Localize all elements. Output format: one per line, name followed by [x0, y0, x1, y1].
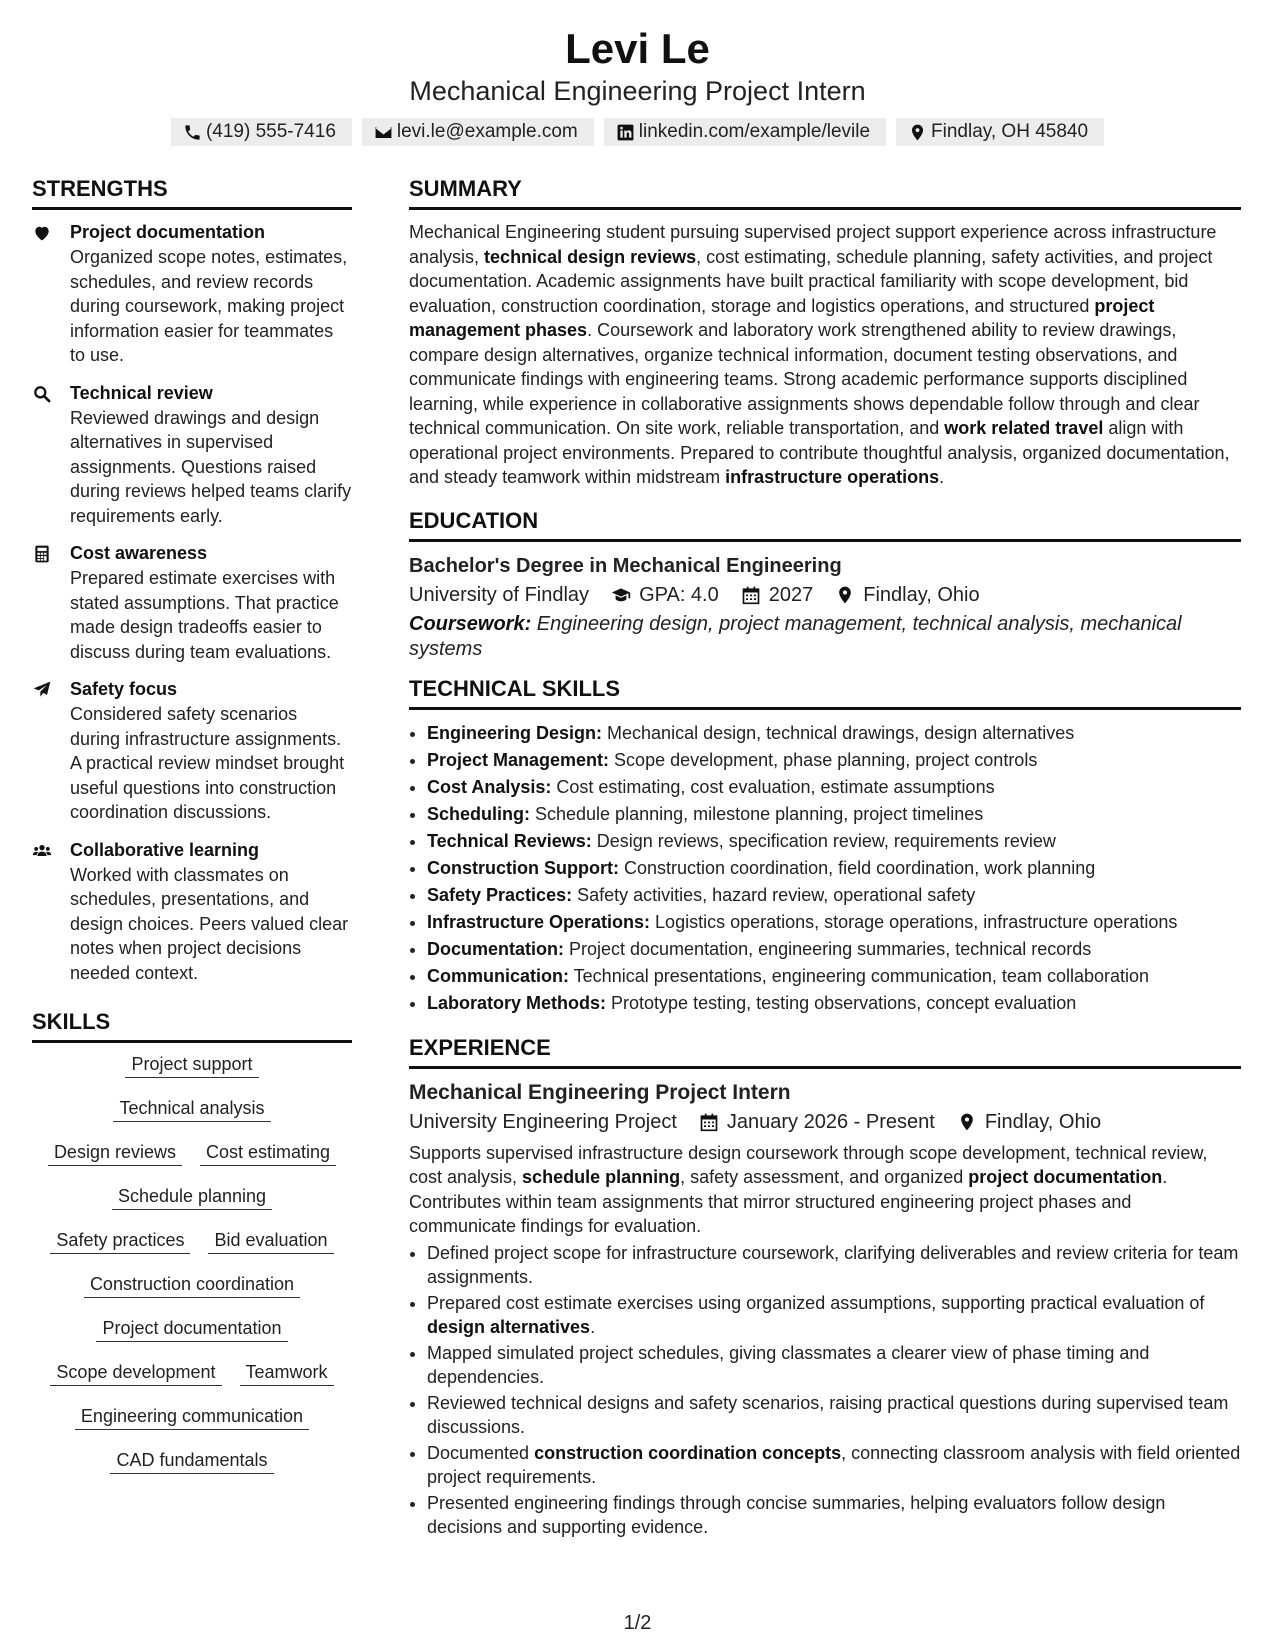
- strength-title: Cost awareness: [70, 543, 208, 563]
- education-heading: EDUCATION: [409, 508, 1241, 542]
- skills-heading: SKILLS: [32, 1009, 352, 1043]
- contact-linkedin[interactable]: [604, 118, 886, 146]
- calculator-icon: [32, 544, 52, 564]
- contact-bar: [0, 118, 1275, 146]
- strength-item: [32, 381, 352, 529]
- strength-text: Reviewed drawings and design alternatives in supervised assignments. Questions raised during reviews helped teams clarify requirements early.: [70, 407, 352, 526]
- school-name: University of Findlay: [409, 583, 590, 606]
- strength-text: Considered safety scenarios during infrastructure assignments. A practical review mindset brought useful questions into construction coordination discussions.: [70, 704, 345, 822]
- skill-tag: Cost estimating: [200, 1141, 336, 1166]
- experience-heading: EXPERIENCE: [409, 1035, 1241, 1069]
- skills-tag-list: [32, 1053, 352, 1474]
- page-number: 1/2: [623, 1612, 652, 1634]
- experience-bullets: [409, 1241, 1241, 1540]
- right-column: [409, 176, 1241, 1541]
- skill-tag: Construction coordination: [84, 1273, 300, 1298]
- education-meta: [409, 580, 1241, 610]
- email-text: levi.le@example.com: [396, 121, 578, 142]
- gpa: GPA: 4.0: [639, 583, 719, 606]
- skill-tag: Bid evaluation: [208, 1229, 333, 1254]
- strength-item: [32, 541, 352, 664]
- list-item: • Safety Practices: Safety activities, hazard review, operational safety: [427, 882, 1241, 909]
- strength-text: Organized scope notes, estimates, schedules, and review records during coursework, making project information easier for teammates to use.: [70, 247, 348, 365]
- search-icon: [32, 384, 52, 404]
- skill-tag: Project documentation: [96, 1317, 287, 1342]
- job-meta: [409, 1107, 1241, 1137]
- skill-tag: Schedule planning: [112, 1185, 272, 1210]
- list-item: • Documented construction coordination concepts, connecting classroom analysis with field oriented project requirements.: [427, 1441, 1241, 1490]
- employer-name: University Engineering Project: [409, 1110, 677, 1133]
- linkedin-text: linkedin.com/example/levile: [638, 121, 871, 142]
- strength-text: Worked with classmates on schedules, presentations, and design choices. Peers valued clear notes when project decisions needed context.: [70, 864, 349, 983]
- skill-tag: Safety practices: [50, 1229, 190, 1254]
- list-item: • Cost Analysis: Cost estimating, cost evaluation, estimate assumptions: [427, 774, 1241, 801]
- candidate-title: Mechanical Engineering Project Intern: [409, 76, 866, 106]
- phone-text: (419) 555-7416: [205, 121, 336, 142]
- list-item: • Mapped simulated project schedules, giving classmates a clearer view of phase timing and dependencies.: [427, 1341, 1241, 1390]
- strength-item: [32, 677, 352, 825]
- strength-title: Collaborative learning: [70, 839, 260, 860]
- strength-text: Prepared estimate exercises with stated assumptions. That practice made design tradeoffs easier to discuss during team evaluations.: [70, 568, 339, 662]
- list-item: • Presented engineering findings through concise summaries, helping evaluators follow design decisions and supporting evidence.: [427, 1491, 1241, 1540]
- strength-item: [32, 220, 352, 368]
- skill-tag: CAD fundamentals: [110, 1449, 273, 1474]
- resume-header: [0, 24, 1275, 146]
- location-text: Findlay, OH 45840: [931, 121, 1089, 142]
- list-item: • Construction Support: Construction coordination, field coordination, work planning: [427, 855, 1241, 882]
- list-item: • Communication: Technical presentations, engineering communication, team collaboration: [427, 963, 1241, 990]
- technical-skills-heading: TECHNICAL SKILLS: [409, 676, 1241, 710]
- contact-email[interactable]: [362, 118, 594, 146]
- strength-item: [32, 838, 352, 986]
- strength-title: Project documentation: [70, 222, 266, 242]
- graduation-year: 2027: [768, 583, 814, 606]
- list-item: • Scheduling: Schedule planning, milestone planning, project timelines: [427, 801, 1241, 828]
- technical-skills-list: [409, 720, 1241, 1017]
- list-item: • Documentation: Project documentation, engineering summaries, technical records: [427, 936, 1241, 963]
- job-description: Supports supervised infrastructure design coursework through scope development, technical review, cost analysis, schedule planning, safety assessment, and organized project documentation. Contributes within team assignments that mirror structured engineering project phases and communicate findings for evaluation.: [409, 1142, 1208, 1236]
- heart-icon: [32, 223, 52, 243]
- candidate-name: Levi Le: [565, 25, 710, 72]
- coursework: Coursework: Engineering design, project management, technical analysis, mechanical systems: [409, 612, 1182, 660]
- skill-tag: Engineering communication: [75, 1405, 309, 1430]
- degree-title: Bachelor's Degree in Mechanical Engineering: [409, 554, 842, 577]
- skill-tag: Technical analysis: [113, 1097, 270, 1122]
- list-item: • Project Management: Scope development, phase planning, project controls: [427, 747, 1241, 774]
- envelope-icon: [374, 123, 393, 142]
- strength-title: Technical review: [70, 382, 213, 403]
- job-title: Mechanical Engineering Project Intern: [409, 1080, 791, 1104]
- skill-tag: Scope development: [50, 1361, 221, 1386]
- calendar-icon: [699, 1112, 719, 1132]
- map-pin-icon: [908, 123, 927, 142]
- list-item: • Prepared cost estimate exercises using organized assumptions, supporting practical evaluation of design alternatives.: [427, 1291, 1241, 1340]
- paper-plane-icon: [32, 680, 52, 700]
- list-item: • Defined project scope for infrastructure coursework, clarifying deliverables and review criteria for team assignments.: [427, 1241, 1241, 1290]
- linkedin-icon: [616, 123, 635, 142]
- skill-tag: Teamwork: [240, 1361, 334, 1386]
- contact-phone[interactable]: [171, 118, 352, 146]
- users-icon: [32, 841, 52, 861]
- list-item: • Infrastructure Operations: Logistics operations, storage operations, infrastructure operations: [427, 909, 1241, 936]
- graduation-cap-icon: [611, 585, 631, 605]
- job-dates: January 2026 - Present: [726, 1110, 935, 1133]
- map-pin-icon: [957, 1112, 977, 1132]
- skill-tag: Design reviews: [48, 1141, 182, 1166]
- strength-title: Safety focus: [70, 679, 178, 699]
- summary-heading: SUMMARY: [409, 176, 1241, 210]
- contact-location[interactable]: [896, 118, 1104, 146]
- skill-tag: Project support: [125, 1053, 258, 1078]
- left-column: [32, 176, 352, 1474]
- list-item: • Technical Reviews: Design reviews, specification review, requirements review: [427, 828, 1241, 855]
- phone-icon: [183, 123, 202, 142]
- summary-text: Mechanical Engineering student pursuing supervised project support experience across infrastructure analysis, technical design reviews, cost estimating, schedule planning, safety activities, and project documentation. Academic assignments have built practical familiarity with scope development, bid evaluation, construction coordination, storage and logistics operations, and structured project management phases. Coursework and laboratory work strengthened ability to review drawings, compare design alternatives, organize technical information, document testing observations, and communicate findings with engineering teams. Strong academic performance supports disciplined learning, while experience in collaborative assignments shows dependable follow through and clear technical communication. On site work, reliable transportation, and work related travel align with operational project environments. Prepared to contribute thoughtful analysis, organized documentation, and steady teamwork within midstream infrastructure operations.: [409, 222, 1230, 487]
- strengths-heading: STRENGTHS: [32, 176, 352, 210]
- map-pin-icon: [835, 585, 855, 605]
- calendar-icon: [741, 585, 761, 605]
- job-location: Findlay, Ohio: [984, 1110, 1102, 1133]
- school-location: Findlay, Ohio: [863, 583, 980, 606]
- list-item: • Laboratory Methods: Prototype testing, testing observations, concept evaluation: [427, 990, 1241, 1017]
- list-item: • Reviewed technical designs and safety scenarios, raising practical questions during supervised team discussions.: [427, 1391, 1241, 1440]
- list-item: • Engineering Design: Mechanical design, technical drawings, design alternatives: [427, 720, 1241, 747]
